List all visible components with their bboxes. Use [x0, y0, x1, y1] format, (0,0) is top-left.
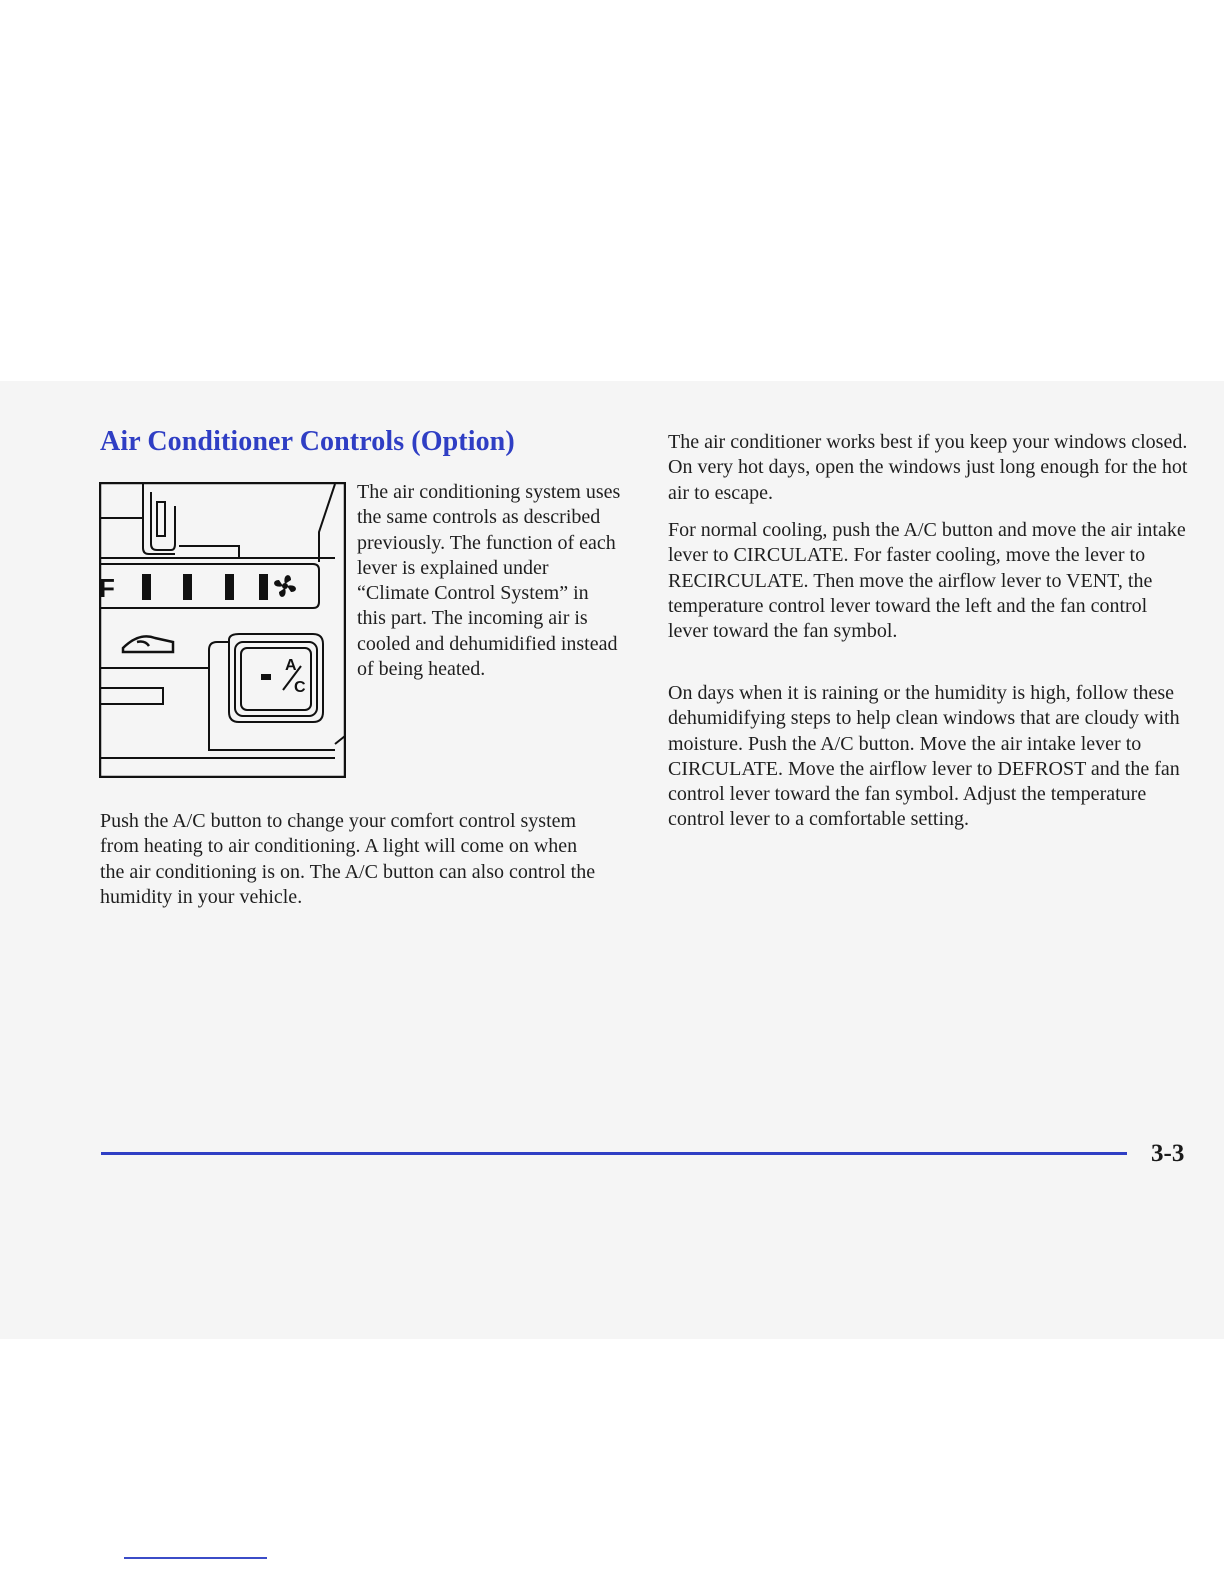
ac-button-icon: [261, 657, 306, 696]
fan-scale-letter: F: [99, 573, 115, 603]
dehumidifying-instructions: On days when it is raining or the humidity is high, follow these dehumidifying steps to help clean windows that are cloudy with moisture. Push the A/C button. Move the air intake lever to CIRCULATE. Move the airflow lever to DEFROST and the fan control lever toward the fan symbol. Adjust the temperature control lever to a comfortable setting.: [668, 682, 1180, 831]
fan-symbol-icon: [274, 575, 296, 597]
section-heading: Air Conditioner Controls (Option): [100, 426, 515, 457]
ac-button-letter-a: A: [285, 657, 297, 674]
footer-rule: [101, 1152, 1127, 1155]
ac-button-letter-c: C: [294, 679, 306, 696]
recirculation-car-icon: [123, 636, 173, 652]
page-number: 3-3: [1151, 1140, 1185, 1167]
fan-speed-mark-4: [259, 574, 268, 600]
fan-speed-mark-3: [225, 574, 234, 600]
normal-cooling-instructions: For normal cooling, push the A/C button and move the air intake lever to CIRCULATE. For faster cooling, move the lever to RECIRCULATE. Then move the airflow lever to VENT, the temperature control lever toward the left and the fan control lever toward the fan symbol.: [668, 519, 1186, 643]
ac-button-description: Push the A/C button to change your comfort control system from heating to air conditioning. A light will come on when the air conditioning is on. The A/C button can also control the humidity in your vehicle.: [100, 810, 596, 908]
ac-control-panel-illustration: [99, 482, 346, 778]
panel-drawing: [100, 483, 345, 777]
ac-windows-tip: The air conditioner works best if you keep your windows closed. On very hot days, open the windows just long enough for the hot air to escape.: [668, 431, 1188, 504]
fan-speed-mark-1: [142, 574, 151, 600]
ac-system-description: The air conditioning system uses the same controls as described previously. The function of each lever is explained under “Climate Control System” in this part. The incoming air is cooled and dehumidified instead of being heated.: [357, 481, 621, 681]
fan-speed-mark-2: [183, 574, 192, 600]
bottom-link-underline[interactable]: [124, 1557, 267, 1559]
